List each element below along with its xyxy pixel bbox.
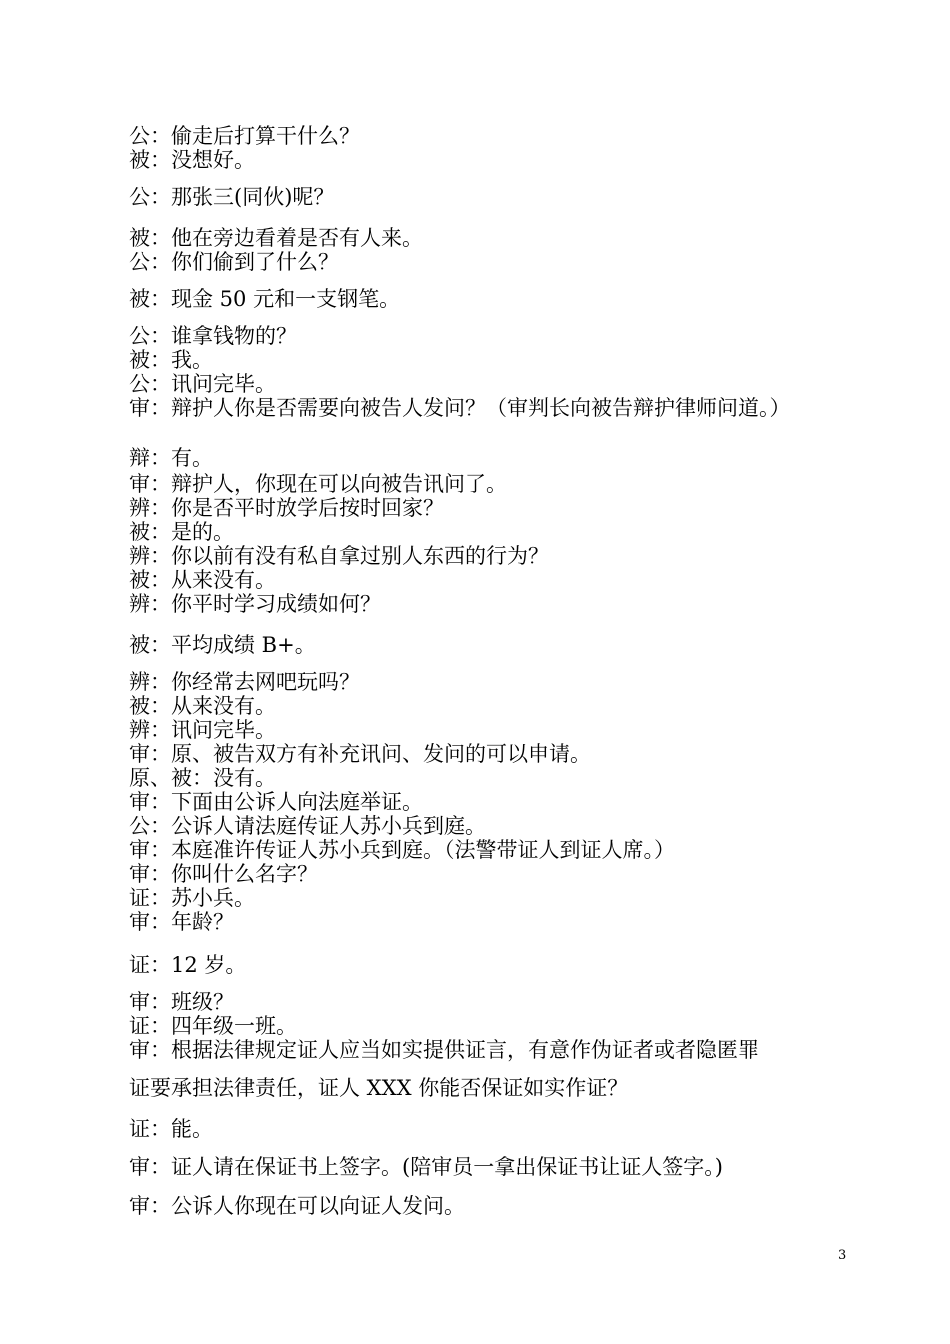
dialogue-line: 辨：你平时学习成绩如何？ (129, 592, 381, 616)
dialogue-line: 公：偷走后打算干什么？ (129, 124, 360, 148)
dialogue-line: 被：从来没有。 (129, 694, 276, 718)
dialogue-line: 审：下面由公诉人向法庭举证。 (129, 790, 423, 814)
dialogue-line: 审：公诉人你现在可以向证人发问。 (129, 1194, 465, 1218)
dialogue-line: 公：谁拿钱物的？ (129, 324, 297, 348)
dialogue-line: 原、被：没有。 (129, 766, 276, 790)
dialogue-line: 审：辩护人，你现在可以向被告讯问了。 (129, 472, 507, 496)
dialogue-line: 公：你们偷到了什么？ (129, 250, 339, 274)
dialogue-line: 公：那张三(同伙)呢？ (129, 185, 335, 209)
dialogue-line: 审：辩护人你是否需要向被告人发问？（审判长向被告辩护律师问道。） (129, 396, 791, 420)
dialogue-line: 证要承担法律责任，证人 XXX 你能否保证如实作证？ (129, 1076, 629, 1100)
dialogue-line: 公：讯问完毕。 (129, 372, 276, 396)
dialogue-line: 被：他在旁边看着是否有人来。 (129, 226, 423, 250)
dialogue-line: 被：没想好。 (129, 148, 255, 172)
dialogue-line: 审：本庭准许传证人苏小兵到庭。（法警带证人到证人席。） (129, 838, 675, 862)
dialogue-line: 辨：你以前有没有私自拿过别人东西的行为？ (129, 544, 549, 568)
dialogue-line: 被：是的。 (129, 520, 234, 544)
dialogue-line: 审：你叫什么名字？ (129, 862, 318, 886)
dialogue-line: 被：从来没有。 (129, 568, 276, 592)
dialogue-line: 审：根据法律规定证人应当如实提供证言，有意作伪证者或者隐匿罪 (129, 1038, 759, 1062)
dialogue-line: 审：原、被告双方有补充讯问、发问的可以申请。 (129, 742, 591, 766)
dialogue-line: 辨：你是否平时放学后按时回家？ (129, 496, 444, 520)
dialogue-line: 辩：有。 (129, 446, 213, 470)
dialogue-line: 证：四年级一班。 (129, 1014, 297, 1038)
page-number: 3 (838, 1248, 847, 1263)
dialogue-line: 审：年龄？ (129, 910, 234, 934)
dialogue-line: 证：苏小兵。 (129, 886, 255, 910)
dialogue-line: 公：公诉人请法庭传证人苏小兵到庭。 (129, 814, 486, 838)
dialogue-line: 审：班级？ (129, 990, 234, 1014)
dialogue-line: 被：平均成绩 B+。 (129, 633, 316, 657)
dialogue-line: 证：能。 (129, 1117, 213, 1141)
dialogue-line: 审：证人请在保证书上签字。(陪审员一拿出保证书让证人签字。) (129, 1155, 723, 1179)
dialogue-line: 辨：你经常去网吧玩吗？ (129, 670, 360, 694)
dialogue-line: 被：现金 50 元和一支钢笔。 (129, 287, 401, 311)
dialogue-line: 被：我。 (129, 348, 213, 372)
dialogue-line: 辨：讯问完毕。 (129, 718, 276, 742)
dialogue-line: 证：12 岁。 (129, 953, 247, 977)
